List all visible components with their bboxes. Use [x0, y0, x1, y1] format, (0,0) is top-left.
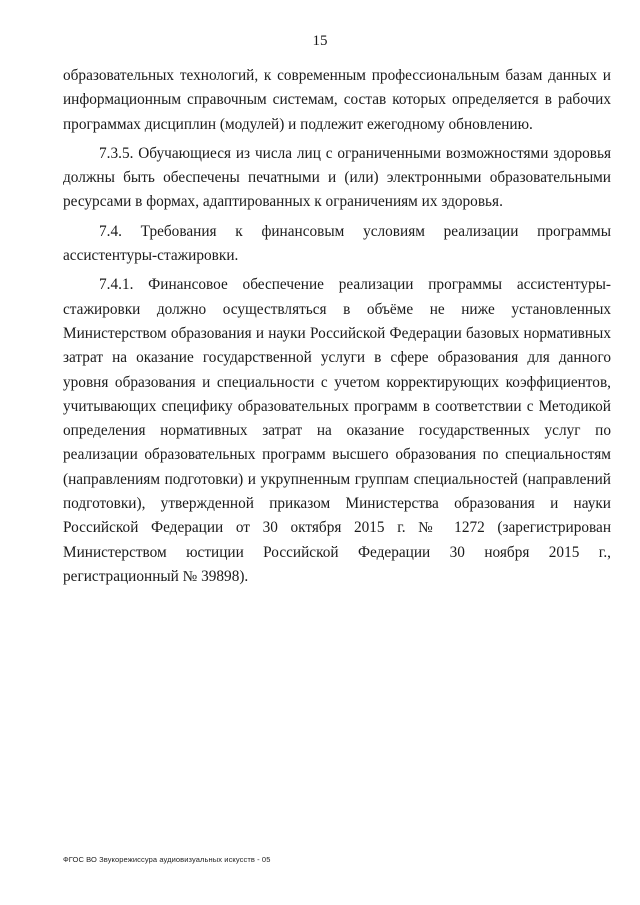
document-body — [63, 64, 611, 594]
document-footer: ФГОС ВО Звукорежиссура аудиовизуальных искусств - 05 — [63, 855, 271, 864]
paragraph-7-3-5: 7.3.5. Обучающиеся из числа лиц с ограниченными возможностями здоровья должны быть обеспечены печатными и (или) электронными образовательными ресурсами в формах, адаптированных к ограничениям их здоровья. — [63, 144, 611, 211]
paragraph-continuation: образовательных технологий, к современным профессиональным базам данных и информационным справочным системам, состав которых определяется в рабочих программах дисциплин (модулей) и подлежит ежегодному обновлению. — [63, 67, 611, 133]
paragraph-7-4-1: 7.4.1. Финансовое обеспечение реализации программы ассистентуры-стажировки должно осуществляться в объёме не ниже установленных Министерством образования и науки Российской Федерации базовых нормативных затрат на оказание государственной услуги в сфере образования для данного уровня образования и специальности с учетом корректирующих коэффициентов, учитывающих специфику образовательных программ в соответствии с Методикой определения нормативных затрат на оказание государственных услуг по реализации образовательных программ высшего образования по специальностям (направлениям подготовки) и укрупненным группам специальностей (направлений подготовки), утвержденной приказом Министерства образования и науки Российской Федерации от 30 октября 2015 г. № 1272 (зарегистрирован Министерством юстиции Российской Федерации 30 ноября 2015 г., регистрационный № 39898). — [63, 276, 611, 585]
heading-7-4: 7.4. Требования к финансовым условиям реализации программы ассистентуры-стажировки. — [63, 222, 611, 265]
page-number: 15 — [312, 33, 328, 49]
